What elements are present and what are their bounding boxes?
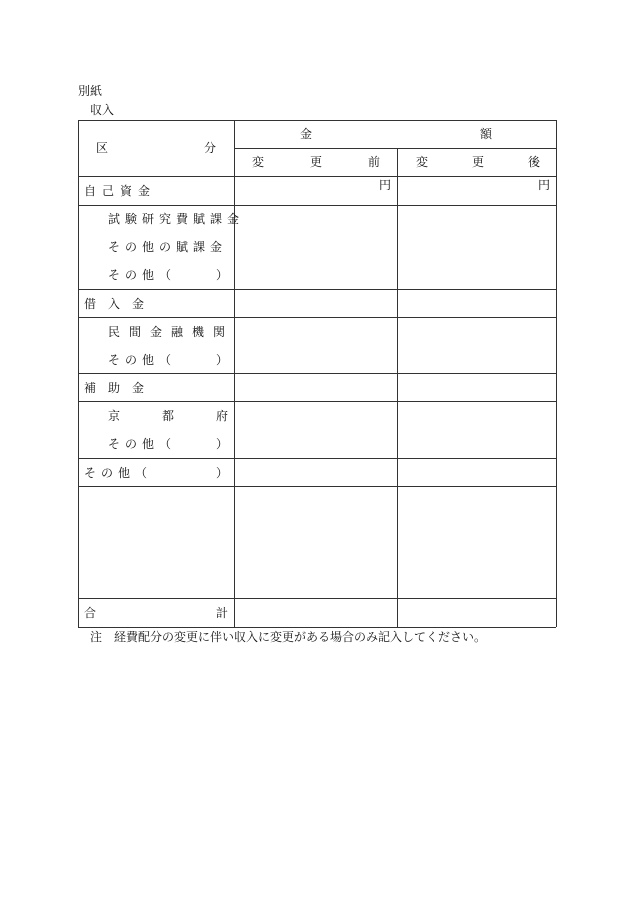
other-close: ） xyxy=(215,466,228,480)
total-char: 計 xyxy=(215,606,228,620)
other-loan-close: ） xyxy=(215,353,228,367)
other-subsidy-label: その他（ xyxy=(108,437,177,451)
amount-header-char: 額 xyxy=(479,127,492,141)
amount-header xyxy=(300,127,492,141)
category-header-char: 分 xyxy=(203,141,216,155)
amount-header-char: 金 xyxy=(300,127,313,141)
row-subsidy: 補助金 xyxy=(84,381,157,395)
row-private-financial: 民間金融機関 xyxy=(108,325,235,339)
row-own-funds: 自己資金 xyxy=(84,184,157,198)
total-char: 合 xyxy=(84,606,97,620)
other-subsidy-close: ） xyxy=(215,437,228,451)
row-kyoto xyxy=(108,409,228,423)
other-label: その他（ xyxy=(84,466,153,480)
before-header-char: 前 xyxy=(367,155,380,169)
category-header xyxy=(96,141,216,155)
footnote: 注 経費配分の変更に伴い収入に変更がある場合のみ記入してください。 xyxy=(90,630,487,644)
kyoto-char: 府 xyxy=(215,409,228,423)
row-loans: 借入金 xyxy=(84,297,157,311)
row-research-levy: 試験研究費賦課金 xyxy=(108,212,245,226)
after-header-char: 更 xyxy=(471,155,484,169)
kyoto-char: 都 xyxy=(161,409,174,423)
before-change-header xyxy=(252,155,380,169)
category-header-char: 区 xyxy=(96,141,109,155)
yen-unit-before: 円 xyxy=(379,178,392,192)
attachment-label: 別紙 xyxy=(78,84,103,98)
after-header-char: 変 xyxy=(416,155,429,169)
row-other-loan xyxy=(108,353,228,367)
other-own-label: その他（ xyxy=(108,268,177,282)
before-header-char: 変 xyxy=(252,155,265,169)
yen-unit-after: 円 xyxy=(538,178,551,192)
row-other xyxy=(84,466,228,480)
after-change-header xyxy=(416,155,540,169)
section-title: 収入 xyxy=(90,103,115,117)
other-loan-label: その他（ xyxy=(108,353,177,367)
kyoto-char: 京 xyxy=(108,409,121,423)
row-other-subsidy xyxy=(108,437,228,451)
row-other-levy: その他の賦課金 xyxy=(108,240,228,254)
after-header-char: 後 xyxy=(527,155,540,169)
row-total xyxy=(84,606,228,620)
row-other-own xyxy=(108,268,228,282)
before-header-char: 更 xyxy=(309,155,322,169)
other-own-close: ） xyxy=(215,268,228,282)
